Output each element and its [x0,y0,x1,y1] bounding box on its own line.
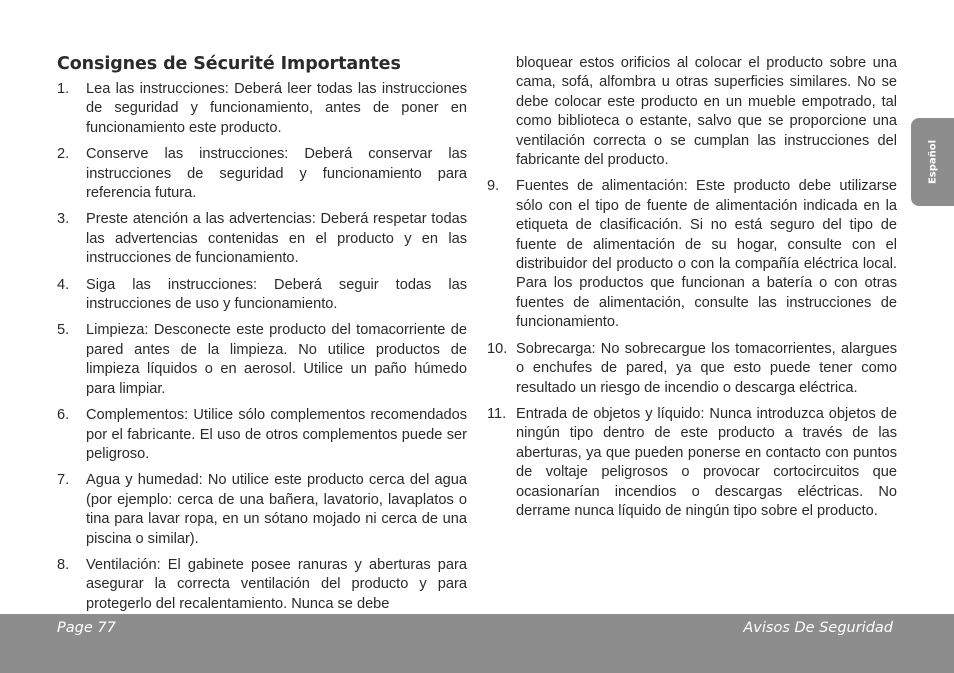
item-continuation: bloquear estos orificios al colocar el producto sobre una cama, sofá, alfombra u otras superficies similares. No se debe colocar este producto en un mueble empotrado, tal como biblioteca o estante, salvo que se proporcione una ventilación correcta o se cumplan las instrucciones del fabricante del producto. [516,55,897,169]
item-text: Ventilación: El gabinete posee ranuras y aberturas para asegurar la correcta ventilación del producto y para protegerlo del recalentamiento. Nunca se debe [86,556,467,612]
item-text: Entrada de objetos y líquido: Nunca introduzca objetos de ningún tipo dentro de este producto a través de las aberturas, ya que pueden ponerse en contacto con puntos de voltaje peligrosos o provocar cortocircuitos que ocasionarían incendios o descargas eléctricas. No derrame nunca líquido de ningún tipo sobre el producto. [516,405,897,519]
item-number: 2. [57,146,70,163]
item-text: Lea las instrucciones: Deberá leer todas las instrucciones de seguridad y funcionamiento, antes de poner en funcionamiento este producto. [86,81,467,136]
right-item-list [487,177,897,521]
list-item [57,471,467,549]
left-column [57,80,467,621]
item-number: 3. [57,211,70,228]
item-text: Complementos: Utilice sólo complementos recomendados por el fabricante. El uso de otros complementos puede ser peligroso. [86,407,467,462]
item-number: 10. [487,340,508,357]
language-tab-label: Español [927,139,938,185]
page-title: Consignes de Sécurité Importantes [57,54,401,74]
list-item [57,406,467,464]
item-number: 7. [57,472,70,489]
item-text: Fuentes de alimentación: Este producto debe utilizarse sólo con el tipo de fuente de alimentación indicada en la etiqueta de clasificación. Si no está seguro del tipo de fuente de alimentación de su hogar, consulte con el distribuidor del producto o con la compañía eléctrica local. Para los productos que funcionan a batería o con otras fuentes de alimentación, consulte las instrucciones de funcionamiento. [516,178,897,331]
list-item [57,145,467,203]
item-number: 5. [57,322,70,339]
item-number: 1. [57,81,70,97]
list-item [57,210,467,268]
list-item [57,276,467,315]
right-column [487,54,897,528]
page-footer [0,614,954,673]
page-number: Page 77 [57,620,116,636]
item-text: Sobrecarga: No sobrecargue los tomacorrientes, alargues o enchufes de pared, ya que esto puede tener como resultado un riesgo de incendio o descarga eléctrica. [516,340,897,396]
item-number: 8. [57,556,70,573]
list-item [487,340,897,398]
section-name: Avisos De Seguridad [743,620,893,636]
item-text: Preste atención a las advertencias: Deberá respetar todas las advertencias contenidas en el producto y en las instrucciones de funcionamiento. [86,211,467,267]
item-text: Agua y humedad: No utilice este producto cerca del agua (por ejemplo: cerca de una bañera, lavatorio, lavaplatos o tina para lavar ropa, en un sótano mojado ni cerca de una piscina o similar). [86,472,467,547]
item-text: Limpieza: Desconecte este producto del tomacorriente de pared antes de la limpieza. No utilice productos de limpieza líquidos o en aerosol. Utilice un paño húmedo para limpiar. [86,322,467,397]
item-text: Siga las instrucciones: Deberá seguir todas las instrucciones de uso y funcionamiento. [86,276,467,313]
item-number: 11. [487,405,507,422]
item-number: 6. [57,407,70,424]
item-text: Conserve las instrucciones: Deberá conservar las instrucciones de seguridad y funcionamiento para referencia futura. [86,146,467,202]
list-item [57,556,467,614]
list-item [57,80,467,138]
item-number: 4. [57,276,70,293]
list-item [487,177,897,332]
language-tab [911,118,954,206]
list-item [487,405,897,521]
left-item-list [57,80,467,614]
item-number: 9. [487,178,500,195]
list-item [57,321,467,399]
